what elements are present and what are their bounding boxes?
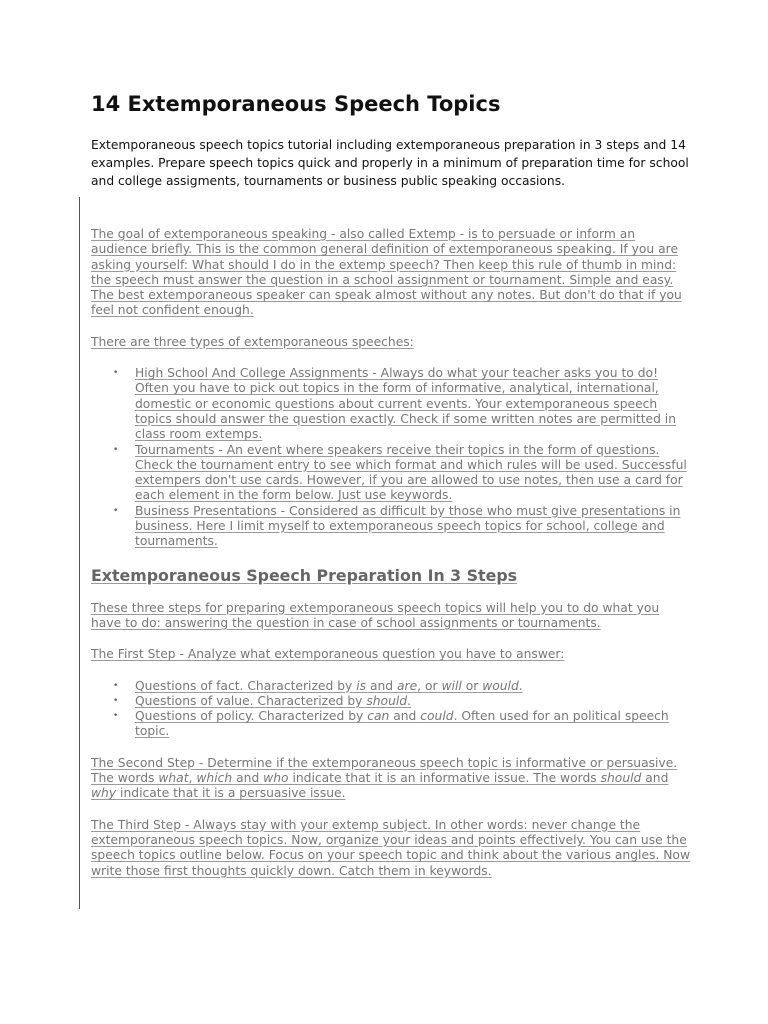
- list-item: [91, 679, 691, 694]
- page-title: 14 Extemporaneous Speech Topics: [91, 92, 501, 116]
- bullet-icon: •: [113, 680, 119, 691]
- bullet-icon: •: [113, 711, 119, 722]
- list-item: [91, 709, 691, 740]
- question-types-list: [91, 679, 691, 740]
- article-body: [91, 227, 691, 895]
- first-step-text: The First Step - Analyze what extemporaneous question you have to answer:: [91, 647, 565, 662]
- section-heading-text: Extemporaneous Speech Preparation In 3 Steps: [91, 565, 518, 585]
- goal-paragraph: [91, 227, 691, 319]
- third-step-paragraph: [91, 818, 691, 879]
- left-margin-rule: [79, 197, 80, 909]
- section-heading: [91, 566, 691, 586]
- list-item: [91, 366, 691, 442]
- bullet-icon: •: [113, 444, 119, 455]
- first-step-paragraph: [91, 647, 691, 662]
- bullet-icon: •: [113, 695, 119, 706]
- list-item: [91, 504, 691, 550]
- steps-intro-paragraph: [91, 601, 691, 632]
- list-item-text: High School And College Assignments - Always do what your teacher asks you to do! Often you have to pick out topics in the form of informative, analytical, international, domestic or economic questions about current events. Your extemporaneous speech topics should answer the question exactly. Check if some written notes are permitted in class room extemps.: [135, 366, 677, 442]
- third-step-text: The Third Step - Always stay with your extemp subject. In other words: never change the extemporaneous speech topics. Now, organize your ideas and points effectively. You can use the speech topics outline below. Focus on your speech topic and think about the various angles. Now write those first thoughts quickly down. Catch them in keywords.: [91, 817, 691, 878]
- list-item: [91, 443, 691, 504]
- second-step-paragraph: [91, 756, 691, 802]
- types-intro-paragraph: [91, 335, 691, 350]
- bullet-icon: •: [113, 505, 119, 516]
- steps-intro-text: These three steps for preparing extemporaneous speech topics will help you to do what you have to do: answering the question in case of school assignments or tournaments.: [91, 600, 660, 630]
- types-intro-text: There are three types of extemporaneous speeches:: [91, 334, 414, 349]
- list-item-text: Questions of policy. Characterized by can and could. Often used for an political speech topic.: [135, 709, 669, 739]
- list-item: [91, 694, 691, 709]
- intro-paragraph: Extemporaneous speech topics tutorial including extemporaneous preparation in 3 steps and 14 examples. Prepare speech topics quick and properly in a minimum of preparation time for school and college assigments, tournaments or business public speaking occasions.: [91, 138, 689, 188]
- goal-text: The goal of extemporaneous speaking - also called Extemp - is to persuade or inform an audience briefly. This is the common general definition of extemporaneous speaking. If you are asking yourself: What should I do in the extemp speech? Then keep this rule of thumb in mind: the speech must answer the question in a school assignment or tournament. Simple and easy. The best extemporaneous speaker can speak almost without any notes. But don't do that if you feel not confident enough.: [91, 227, 682, 318]
- list-item-text: Business Presentations - Considered as difficult by those who must give presentations in business. Here I limit myself to extemporaneous speech topics for school, college and tournaments.: [135, 503, 681, 549]
- bullet-icon: •: [113, 368, 119, 379]
- list-item-text: Tournaments - An event where speakers receive their topics in the form of questions. Check the tournament entry to see which format and which rules will be used. Successful extempers don't use cards. However, if you are allowed to use notes, then use a card for each element in the form below. Just use keywords.: [135, 442, 687, 503]
- second-step-text: The Second Step - Determine if the extemporaneous speech topic is informative or persuasive. The words what, which and who indicate that it is an informative issue. The words should and why indicate that it is a persuasive issue.: [91, 755, 678, 801]
- list-item-text: Questions of value. Characterized by should.: [135, 693, 412, 708]
- speech-types-list: [91, 366, 691, 550]
- list-item-text: Questions of fact. Characterized by is and are, or will or would.: [135, 678, 523, 693]
